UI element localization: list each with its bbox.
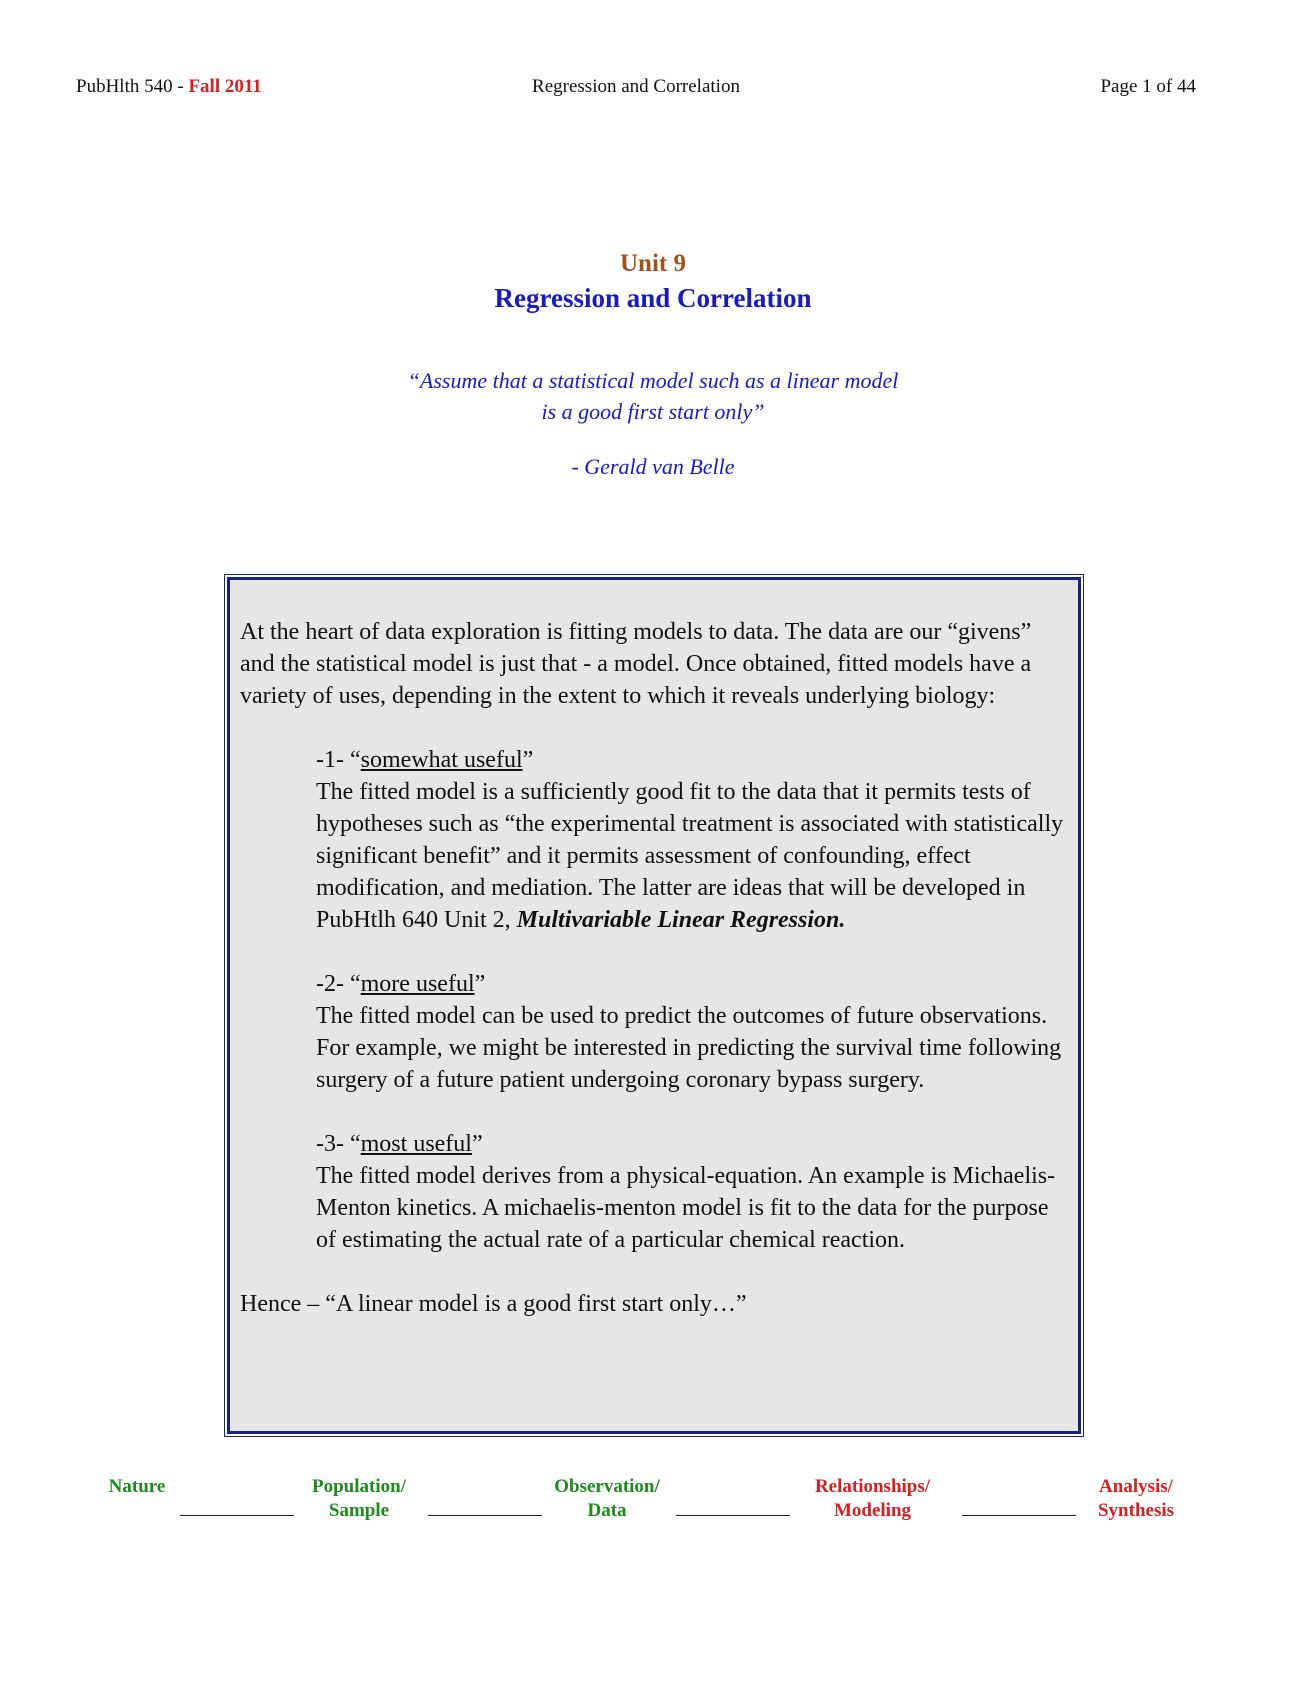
item-heading xyxy=(316,968,1068,1000)
item-emphasis: Multivariable Linear Regression. xyxy=(516,907,846,933)
usefulness-item-3 xyxy=(316,1128,1068,1256)
item-text: The fitted model derives from a physical-equation. An example is Michaelis-Menton kinetics. A michaelis-menton model is fit to the data for the purpose of estimating the actual rate of a particular chemical reaction. xyxy=(316,1163,1056,1253)
epigraph-quote xyxy=(0,365,1306,427)
item-number: -1- “ xyxy=(316,747,361,773)
workflow-footer xyxy=(0,1475,1306,1535)
item-body: The fitted model is a sufficiently good fit to the data that it permits tests of hypotheses such as “the experimental treatment is associated with statistically significant benefit” and it permits assessment of confounding, effect modification, and mediation. The latter are ideas that will be developed in PubHtlh 640 Unit 2, xyxy=(316,779,1064,933)
footer-divider-line xyxy=(428,1515,542,1516)
header-subject: Regression and Correlation xyxy=(532,76,740,97)
conclusion-line: Hence – “A linear model is a good first start only…” xyxy=(240,1291,747,1317)
quote-line-2: is a good first start only” xyxy=(541,399,765,424)
footer-relationships xyxy=(800,1475,945,1523)
footer-population-line-1: Population/ xyxy=(312,1476,406,1497)
footer-population xyxy=(304,1475,414,1523)
item-label: somewhat useful xyxy=(360,747,523,773)
item-heading xyxy=(316,1128,1068,1160)
item-close-quote: ” xyxy=(474,971,486,997)
header-page-number: Page 1 of 44 xyxy=(1100,76,1196,97)
footer-divider-line xyxy=(962,1515,1076,1516)
item-number: -2- “ xyxy=(316,971,361,997)
footer-observation-line-2: Data xyxy=(587,1500,627,1521)
page-header xyxy=(76,76,1196,106)
footer-analysis xyxy=(1086,1475,1186,1523)
intro-paragraph: At the heart of data exploration is fitting models to data. The data are our “givens” and the statistical model is just that - a model. Once obtained, fitted models have a variety of uses, depending in the extent to which it reveals underlying biology: xyxy=(240,619,1032,709)
footer-observation-line-1: Observation/ xyxy=(554,1476,660,1497)
item-number: -3- “ xyxy=(316,1131,361,1157)
page-title: Regression and Correlation xyxy=(494,283,812,313)
footer-nature xyxy=(100,1475,174,1499)
item-close-quote: ” xyxy=(522,747,534,773)
summary-box xyxy=(227,577,1081,1434)
footer-relationships-line-1: Relationships/ xyxy=(814,1476,931,1497)
item-text: The fitted model can be used to predict the outcomes of future observations. For example, we might be interested in predicting the survival time following surgery of a future patient undergoing coronary bypass surgery. xyxy=(316,1003,1062,1093)
item-label: more useful xyxy=(360,971,475,997)
usefulness-item-1 xyxy=(316,744,1068,936)
footer-nature-label: Nature xyxy=(108,1476,166,1497)
quote-author: - Gerald van Belle xyxy=(571,454,735,479)
item-heading xyxy=(316,744,1068,776)
footer-analysis-line-1: Analysis/ xyxy=(1099,1476,1173,1497)
footer-divider-line xyxy=(180,1515,294,1516)
quote-line-1: “Assume that a statistical model such as a linear model xyxy=(407,368,899,393)
course-code: PubHlth 540 - xyxy=(76,76,189,97)
footer-population-line-2: Sample xyxy=(328,1500,390,1521)
unit-label: Unit 9 xyxy=(620,250,686,277)
item-close-quote: ” xyxy=(471,1131,483,1157)
item-text xyxy=(316,776,1068,936)
footer-relationships-line-2: Modeling xyxy=(833,1500,912,1521)
footer-observation xyxy=(542,1475,672,1523)
usefulness-item-2 xyxy=(316,968,1068,1096)
summary-box-content xyxy=(240,616,1068,1320)
footer-analysis-line-2: Synthesis xyxy=(1097,1500,1175,1521)
course-term: Fall 2011 xyxy=(188,76,262,97)
item-label: most useful xyxy=(360,1131,472,1157)
footer-divider-line xyxy=(676,1515,790,1516)
